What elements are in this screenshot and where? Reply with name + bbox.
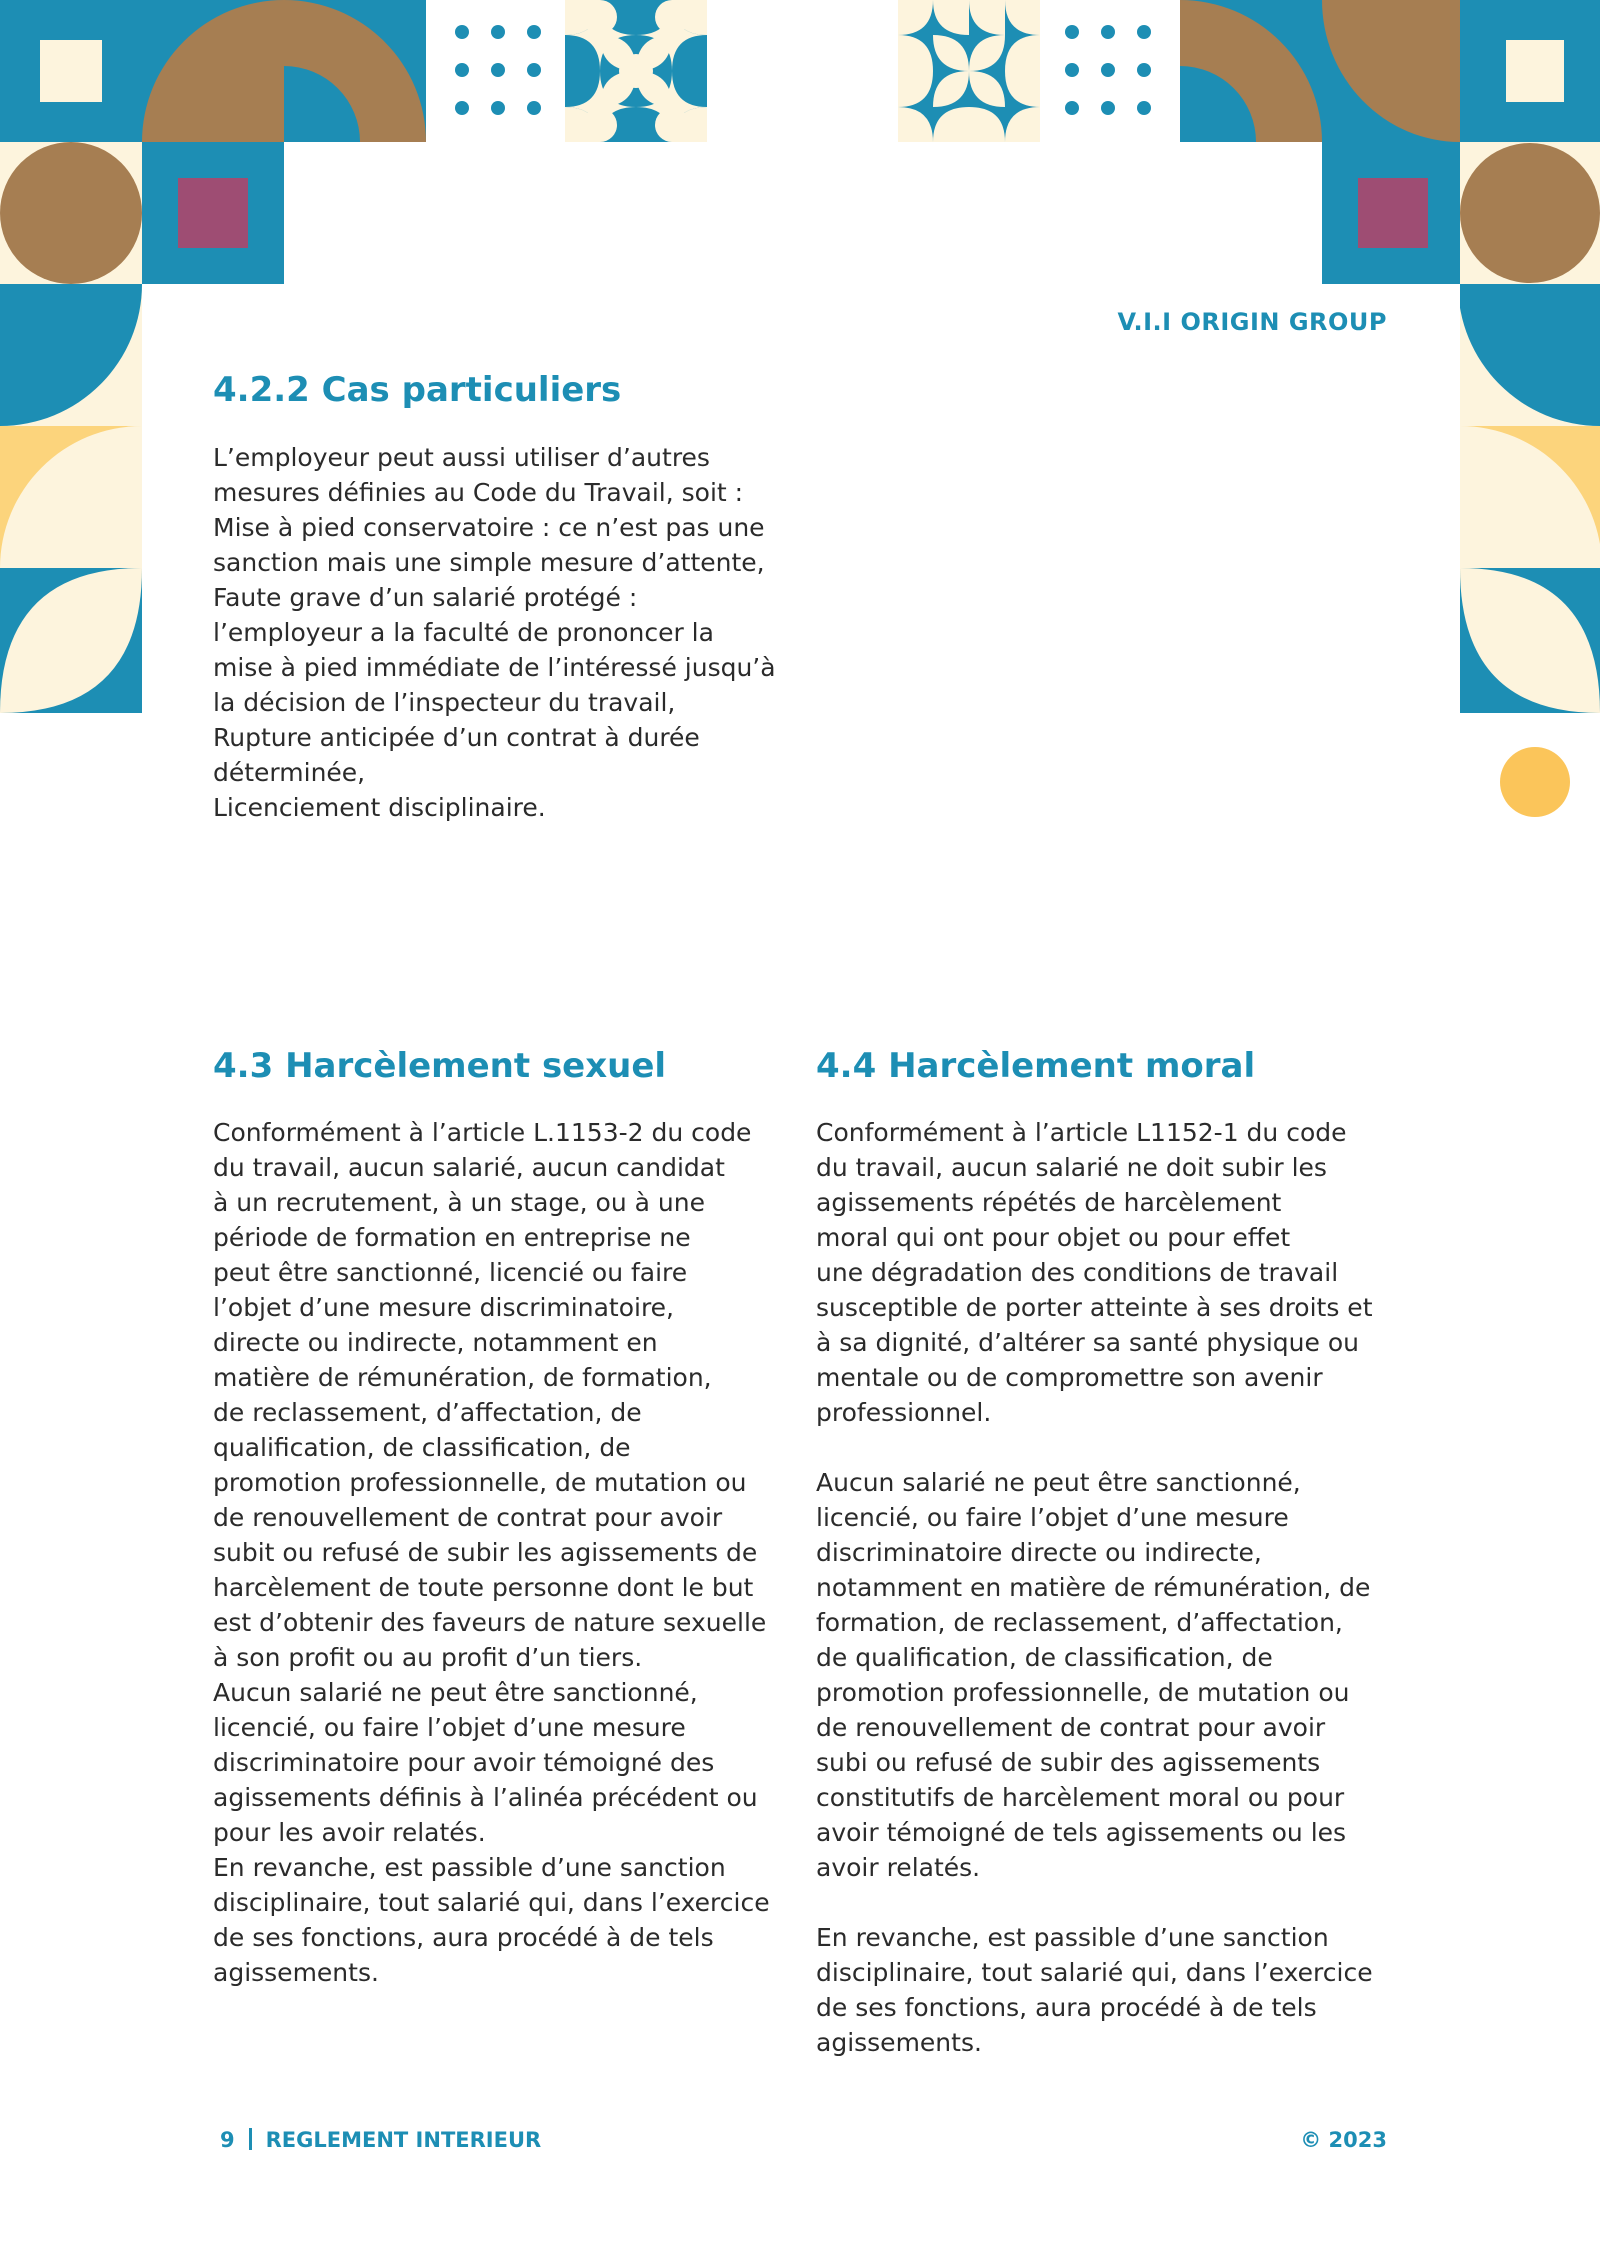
- page-number: 9: [220, 2128, 235, 2152]
- text-line: Aucun salarié ne peut être sanctionné,: [213, 1678, 698, 1707]
- copyright: © 2023: [1300, 2128, 1387, 2152]
- text-line: moral qui ont pour objet ou pour effet: [816, 1223, 1291, 1252]
- footer-left: [220, 2128, 541, 2152]
- text-line: susceptible de porter atteinte à ses droits et: [816, 1293, 1373, 1322]
- text-line: peut être sanctionné, licencié ou faire: [213, 1258, 688, 1287]
- text-line: En revanche, est passible d’une sanction: [816, 1923, 1329, 1952]
- text-line: une dégradation des conditions de travail: [816, 1258, 1339, 1287]
- text-line: du travail, aucun salarié, aucun candidat: [213, 1153, 725, 1182]
- text-line: promotion professionnelle, de mutation ou: [213, 1468, 747, 1497]
- text-line: de renouvellement de contrat pour avoir: [213, 1503, 723, 1532]
- text-line: l’employeur a la faculté de prononcer la: [213, 618, 714, 647]
- text-line: de renouvellement de contrat pour avoir: [816, 1713, 1326, 1742]
- quatrefoil-tile-left: [565, 0, 707, 142]
- text-line: Rupture anticipée d’un contrat à durée: [213, 723, 700, 752]
- text-line: Conformément à l’article L1152-1 du code: [816, 1118, 1347, 1147]
- text-line: de reclassement, d’affectation, de: [213, 1398, 642, 1427]
- text-line: avoir relatés.: [816, 1853, 981, 1882]
- section-title-cas-particuliers: 4.2.2 Cas particuliers: [213, 370, 622, 410]
- text-line: sanction mais une simple mesure d’attente,: [213, 548, 765, 577]
- text-line: mesures définies au Code du Travail, soit :: [213, 478, 744, 507]
- text-line: L’employeur peut aussi utiliser d’autres: [213, 443, 710, 472]
- text-line: En revanche, est passible d’une sanction: [213, 1853, 726, 1882]
- text-line: agissements.: [213, 1958, 379, 1987]
- text-line: période de formation en entreprise ne: [213, 1223, 691, 1252]
- text-line: du travail, aucun salarié ne doit subir les: [816, 1153, 1327, 1182]
- section-body-harcelement-sexuel: [213, 1115, 770, 1990]
- text-line: notamment en matière de rémunération, de: [816, 1573, 1371, 1602]
- text-line: qualification, de classification, de: [213, 1433, 631, 1462]
- text-line: mise à pied immédiate de l’intéressé jusqu’à: [213, 653, 776, 682]
- paragraph-gap: [816, 1885, 1373, 1920]
- text-line: directe ou indirecte, notamment en: [213, 1328, 658, 1357]
- section-body-cas-particuliers: [213, 440, 776, 825]
- text-line: matière de rémunération, de formation,: [213, 1363, 712, 1392]
- text-line: de ses fonctions, aura procédé à de tels: [213, 1923, 714, 1952]
- text-line: à un recrutement, à un stage, ou à une: [213, 1188, 705, 1217]
- text-line: mentale ou de compromettre son avenir: [816, 1363, 1323, 1392]
- text-line: Conformément à l’article L.1153-2 du code: [213, 1118, 752, 1147]
- document-title: REGLEMENT INTERIEUR: [265, 2128, 542, 2152]
- text-line: disciplinaire, tout salarié qui, dans l’exercice: [213, 1888, 770, 1917]
- text-line: agissements.: [816, 2028, 982, 2057]
- brand-name: V.I.I ORIGIN GROUP: [1117, 308, 1387, 336]
- text-line: l’objet d’une mesure discriminatoire,: [213, 1293, 674, 1322]
- text-line: agissements définis à l’alinéa précédent ou: [213, 1783, 758, 1812]
- text-line: pour les avoir relatés.: [213, 1818, 486, 1847]
- text-line: agissements répétés de harcèlement: [816, 1188, 1282, 1217]
- text-line: harcèlement de toute personne dont le but: [213, 1573, 754, 1602]
- section-title-harcelement-sexuel: 4.3 Harcèlement sexuel: [213, 1046, 667, 1086]
- text-line: Licenciement disciplinaire.: [213, 793, 546, 822]
- text-line: Aucun salarié ne peut être sanctionné,: [816, 1468, 1301, 1497]
- text-line: promotion professionnelle, de mutation ou: [816, 1678, 1350, 1707]
- text-line: à son profit ou au profit d’un tiers.: [213, 1643, 643, 1672]
- text-line: formation, de reclassement, d’affectation,: [816, 1608, 1343, 1637]
- footer-separator: [249, 2128, 252, 2150]
- text-line: la décision de l’inspecteur du travail,: [213, 688, 676, 717]
- text-line: subi ou refusé de subir des agissements: [816, 1748, 1321, 1777]
- text-line: à sa dignité, d’altérer sa santé physique ou: [816, 1328, 1359, 1357]
- decorative-pattern-top-right: [1040, 0, 1600, 830]
- text-line: licencié, ou faire l’objet d’une mesure: [213, 1713, 686, 1742]
- text-line: discriminatoire directe ou indirecte,: [816, 1538, 1262, 1567]
- text-line: de ses fonctions, aura procédé à de tels: [816, 1993, 1317, 2022]
- text-line: déterminée,: [213, 758, 366, 787]
- text-line: professionnel.: [816, 1398, 992, 1427]
- text-line: subit ou refusé de subir les agissements de: [213, 1538, 758, 1567]
- text-line: constitutifs de harcèlement moral ou pour: [816, 1783, 1345, 1812]
- text-line: de qualification, de classification, de: [816, 1643, 1273, 1672]
- text-line: Mise à pied conservatoire : ce n’est pas une: [213, 513, 765, 542]
- text-line: est d’obtenir des faveurs de nature sexuelle: [213, 1608, 767, 1637]
- text-line: discriminatoire pour avoir témoigné des: [213, 1748, 715, 1777]
- text-line: disciplinaire, tout salarié qui, dans l’exercice: [816, 1958, 1373, 1987]
- text-line: licencié, ou faire l’objet d’une mesure: [816, 1503, 1289, 1532]
- text-line: Faute grave d’un salarié protégé :: [213, 583, 638, 612]
- quatrefoil-tile-right: [898, 0, 1040, 142]
- paragraph-gap: [816, 1430, 1373, 1465]
- section-body-harcelement-moral: [816, 1115, 1373, 2060]
- text-line: avoir témoigné de tels agissements ou les: [816, 1818, 1347, 1847]
- section-title-harcelement-moral: 4.4 Harcèlement moral: [816, 1046, 1256, 1086]
